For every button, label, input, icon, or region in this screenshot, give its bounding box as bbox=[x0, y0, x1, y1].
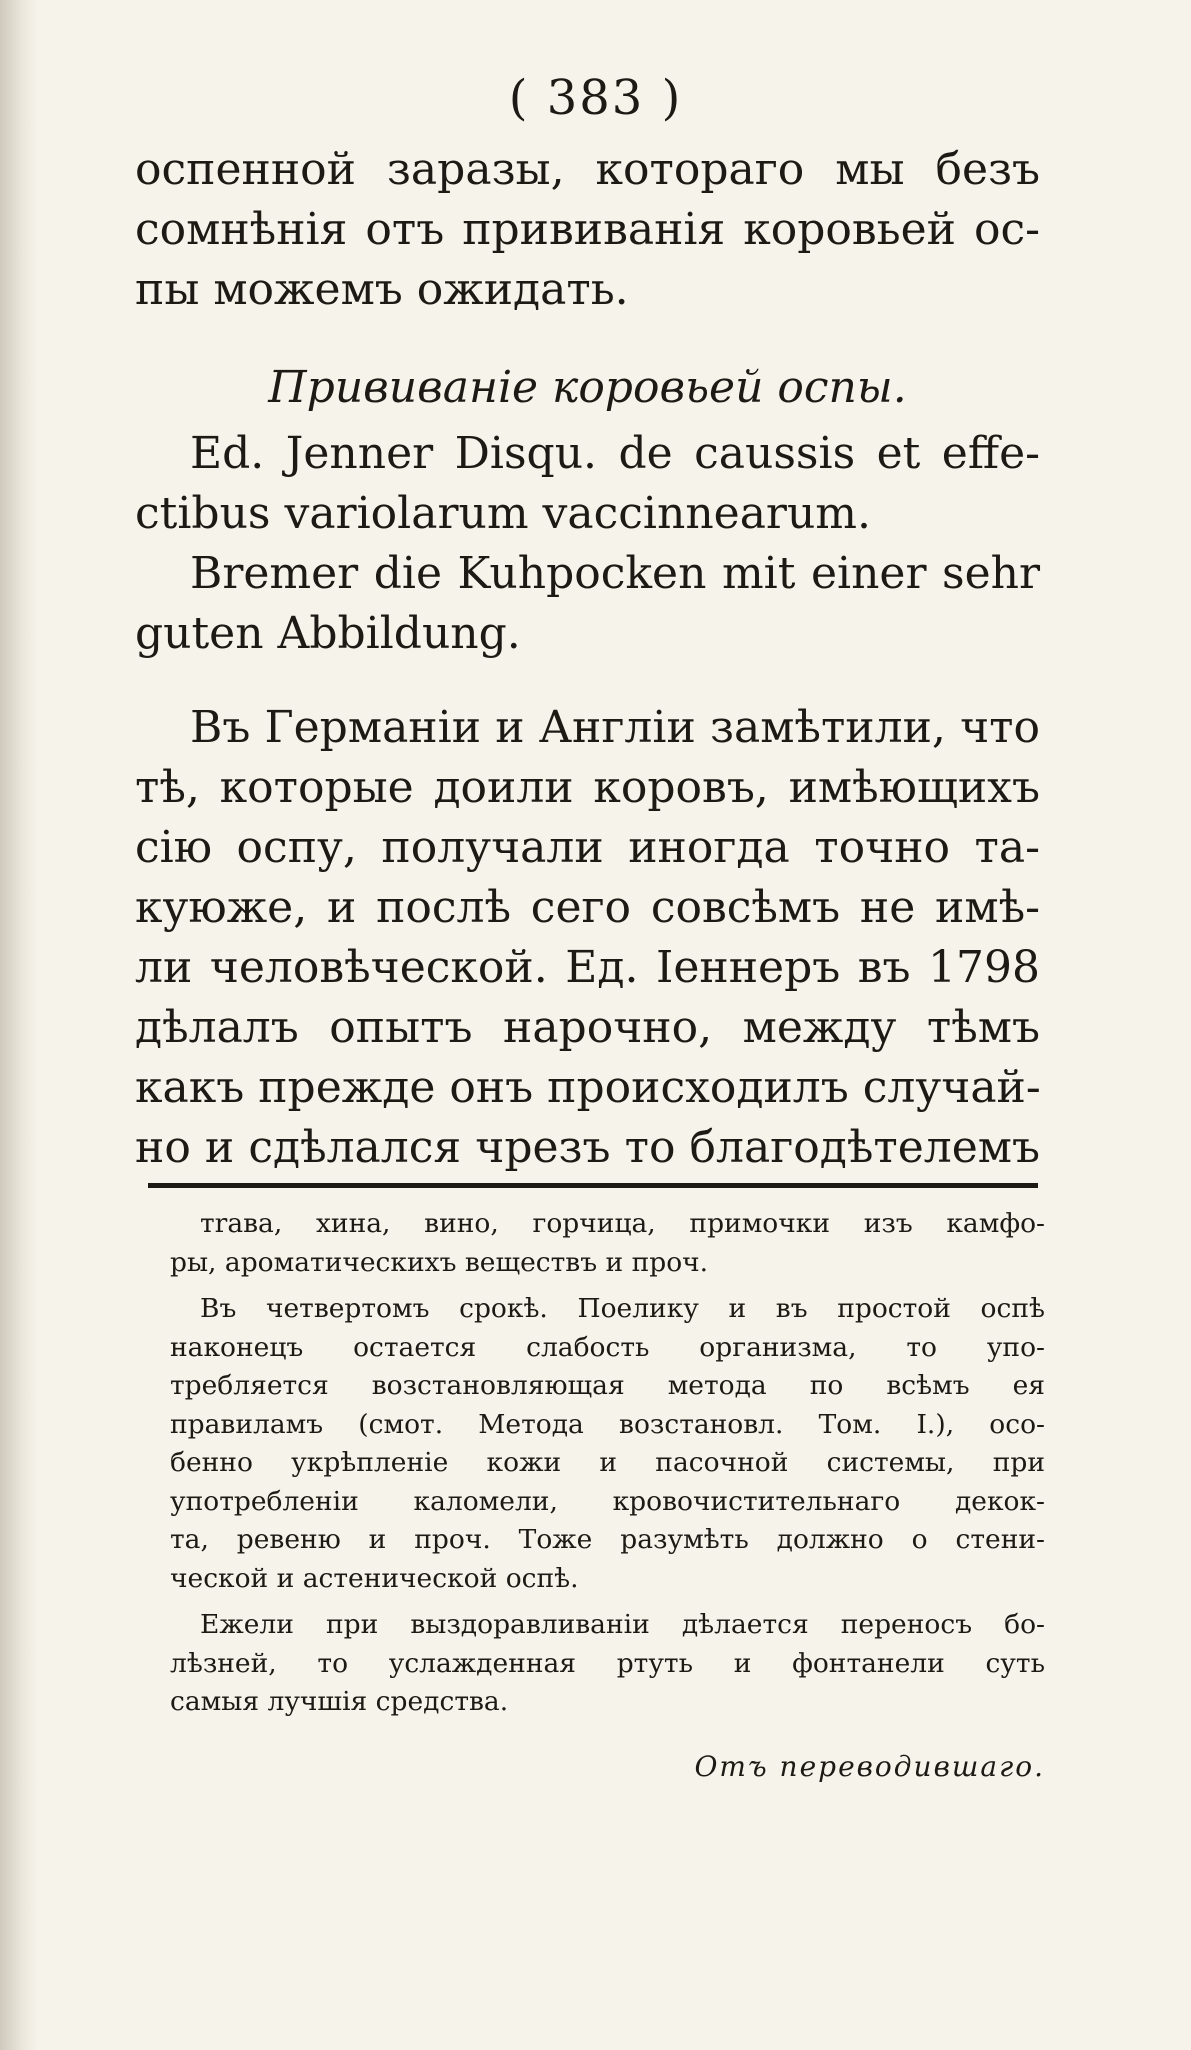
text-line: требляется возстановляющая метода по всѣмъ ея bbox=[170, 1370, 1045, 1401]
footnote-fourth-stage bbox=[170, 1290, 1045, 1598]
page-gutter-shadow bbox=[0, 0, 38, 2050]
reference-jenner bbox=[135, 424, 1040, 544]
text-line: Въ четвертомъ срокѣ. Поелику и въ простой оспѣ bbox=[200, 1293, 1045, 1324]
text-line: ctibus variolarum vaccinnearum. bbox=[135, 488, 872, 539]
text-line: оспенной заразы, котораго мы безъ bbox=[135, 144, 1040, 195]
text-line: но и сдѣлался чрезъ то благодѣтелемъ bbox=[135, 1122, 1040, 1173]
main-text bbox=[135, 140, 1040, 1178]
text-line: тѣ, которые доили коровъ, имѣющихъ bbox=[135, 762, 1040, 813]
text-line: самыя лучшія средства. bbox=[170, 1686, 509, 1717]
section-heading: Прививаніе коровьей оспы. bbox=[268, 362, 907, 413]
text-line: ческой и астенической оспѣ. bbox=[170, 1562, 579, 1594]
text-line: какъ прежде онъ происходилъ случай- bbox=[135, 1062, 1041, 1113]
text-line: ли человѣческой. Ед. Іеннеръ въ 1798 bbox=[135, 942, 1040, 993]
text-line: ры, ароматическихъ веществъ и проч. bbox=[170, 1246, 709, 1278]
footnote-rule bbox=[148, 1183, 1038, 1188]
text-line: лѣзней, то услажденная ртуть и фонтанели суть bbox=[170, 1647, 1045, 1679]
translator-signature: Отъ переводившаго. bbox=[694, 1749, 1045, 1783]
text-line: Въ Германіи и Англіи замѣтили, что bbox=[190, 702, 1040, 753]
text-line: употребленіи каломели, кровочистительнаго декок- bbox=[170, 1485, 1045, 1517]
paragraph-germany-england bbox=[135, 698, 1040, 1178]
page-number: ( 383 ) bbox=[508, 70, 683, 126]
text-line: дѣлалъ опытъ нарочно, между тѣмъ bbox=[135, 1002, 1040, 1053]
text-line: сомнѣнія отъ прививанія коровьей ос- bbox=[135, 204, 1040, 255]
text-line: сію оспу, получали иногда точно та- bbox=[135, 822, 1040, 873]
text-line: Ed. Jenner Disqu. de caussis et effe- bbox=[190, 428, 1040, 479]
paragraph-continuation bbox=[135, 140, 1040, 320]
text-line: бенно укрѣпленіе кожи и пасочной системы, при bbox=[170, 1447, 1045, 1478]
text-line: куюже, и послѣ сего совсѣмъ не имѣ- bbox=[135, 882, 1040, 933]
text-line: пы можемъ ожидать. bbox=[135, 264, 629, 315]
text-line: та, ревеню и проч. Тоже разумѣть должно о стени- bbox=[170, 1524, 1045, 1555]
footnote-continuation bbox=[170, 1205, 1045, 1282]
footnotes bbox=[170, 1205, 1045, 1786]
text-line: правиламъ (смот. Метода возстановл. Том. I.), осо- bbox=[170, 1408, 1045, 1440]
text-line: тrава, хина, вино, горчица, примочки изъ камфо- bbox=[200, 1208, 1045, 1239]
reference-bremer bbox=[135, 544, 1040, 664]
footnote-recovery bbox=[170, 1606, 1045, 1722]
text-line: Bremer die Kuhpocken mit einer sehr bbox=[190, 548, 1040, 599]
text-line: guten Abbildung. bbox=[135, 608, 521, 659]
text-line: наконецъ остается слабость организма, то упо- bbox=[170, 1331, 1045, 1363]
text-line: Ежели при выздоравливаніи дѣлается переносъ бо- bbox=[200, 1609, 1045, 1640]
